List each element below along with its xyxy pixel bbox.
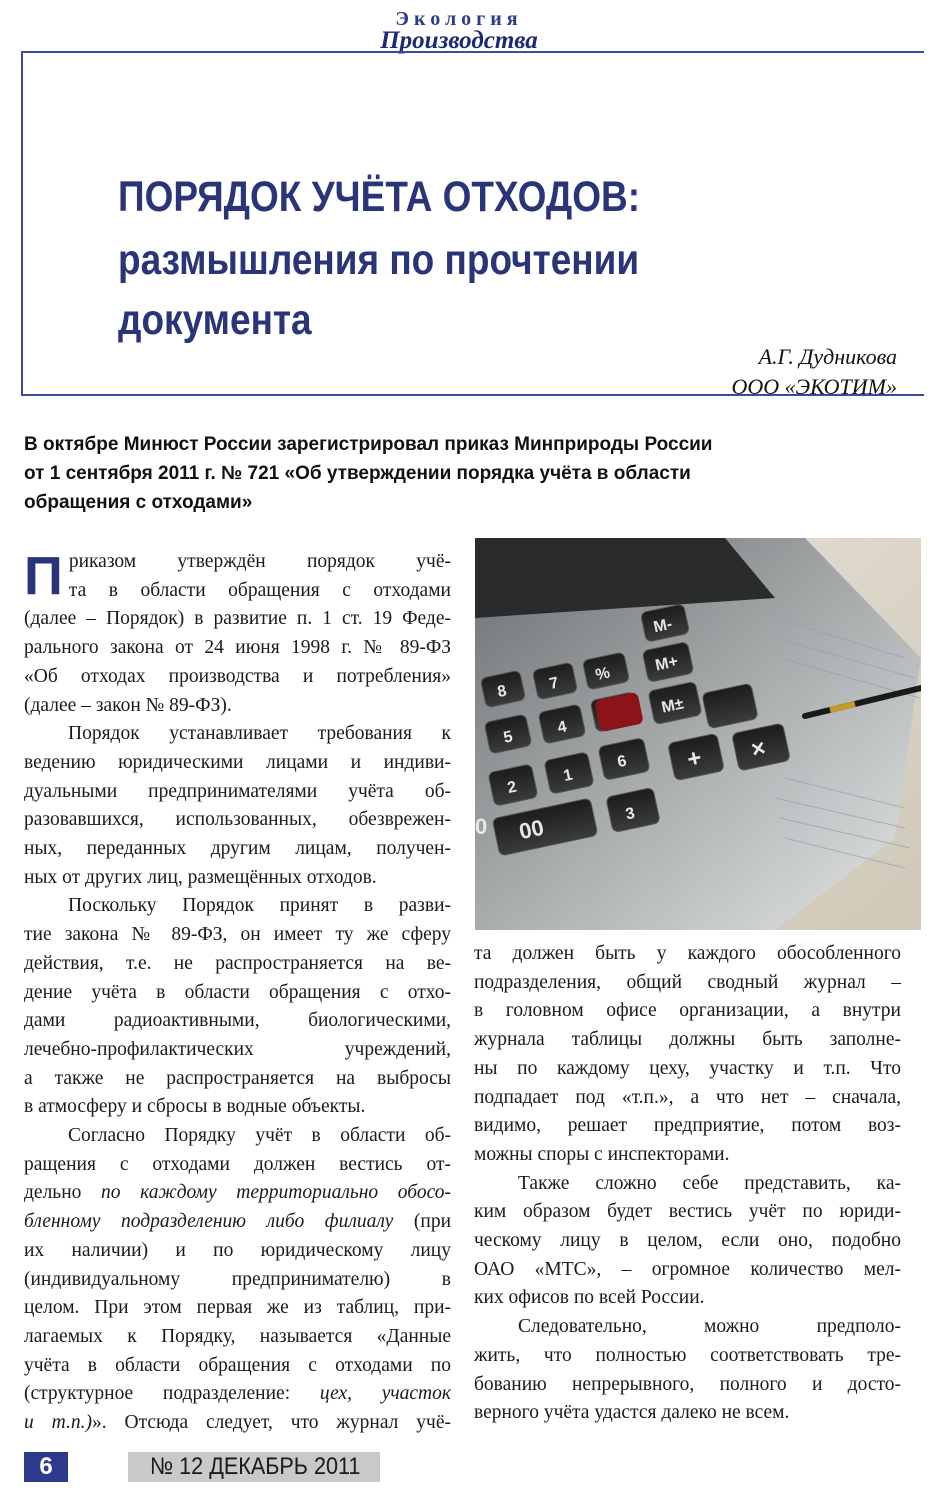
key-label: 4 <box>556 718 569 737</box>
text-line: ных, переданных другим лицам, получен- <box>24 838 451 860</box>
key-label: M+ <box>653 653 680 675</box>
text-line: ОАО «МТС», – огромное количество мел- <box>474 1258 901 1280</box>
right-text-column <box>474 940 901 1428</box>
page-number: 6 <box>24 1452 68 1482</box>
text-fragment: (при <box>413 1211 452 1233</box>
drop-cap: П <box>24 546 63 606</box>
lead-paragraph <box>24 430 924 517</box>
text-line: дуальными предпринимателями учёта об- <box>24 780 451 802</box>
text-line: действия, т.е. не распространяется на ве- <box>24 952 451 974</box>
text-line: та должен быть у каждого обособленного <box>474 943 901 964</box>
text-line: ведению юридическими лицами и индиви- <box>24 751 451 773</box>
lead-line: В октябре Минюст России зарегистрировал приказ Минприроды России <box>24 434 713 455</box>
issue-label: № 12 ДЕКАБРЬ 2011 <box>150 1453 361 1480</box>
text-line: ных от других лиц, размещённых отходов. <box>24 866 377 888</box>
text-line: та в области обращения с отходами <box>68 579 451 601</box>
text-line <box>24 1409 451 1438</box>
text-line: подпадает под «т.п.», а что нет – сначала, <box>474 1086 901 1108</box>
text-line: разовавшихся, использованных, обезврежен- <box>24 809 451 831</box>
calculator-photo <box>475 538 921 930</box>
text-line: Поскольку Порядок принят в разви- <box>68 895 451 917</box>
italic-fragment: бленному подразделению либо филиалу <box>24 1211 394 1233</box>
text-line: ны по каждому цеху, участку и т.п. Что <box>474 1057 901 1079</box>
logo-top-text: Экология <box>395 8 523 30</box>
article-subtitle <box>118 230 639 350</box>
logo-bottom-text: Производства <box>380 27 538 54</box>
text-fragment: ». Отсюда следует, что журнал учё- <box>91 1412 451 1434</box>
key-label: 00 <box>516 814 547 845</box>
text-line: в головном офисе организации, а внутри <box>474 1000 901 1022</box>
text-line <box>24 1179 451 1208</box>
text-line: риказом утверждён порядок учё- <box>68 551 451 572</box>
text-line: рального закона от 24 июня 1998 г. № 89-ФЗ <box>24 637 451 659</box>
key-label: 6 <box>615 752 629 772</box>
key-label: 7 <box>547 674 561 694</box>
text-line: целом. При этом первая же из таблиц, при- <box>24 1297 451 1319</box>
key-label: 2 <box>505 778 519 798</box>
key-label: 0 <box>475 814 488 839</box>
text-line: ким образом будет вестись учёт по юриди- <box>474 1201 901 1223</box>
article-title: ПОРЯДОК УЧЁТА ОТХОДОВ: <box>118 173 641 221</box>
text-line: их наличии) и по юридическому лицу <box>24 1239 451 1261</box>
key-label: 8 <box>495 682 509 702</box>
text-line <box>24 1380 451 1409</box>
key-label: 1 <box>561 766 575 786</box>
key-label: % <box>593 664 612 685</box>
text-line: ращения с отходами должен вестись от- <box>24 1153 451 1175</box>
left-text-column <box>24 548 451 1438</box>
text-line: (далее – закон № 89-ФЗ). <box>24 694 232 716</box>
text-line: в атмосферу и сбросы в водные объекты. <box>24 1096 366 1118</box>
lead-line: от 1 сентября 2011 г. № 721 «Об утверждении порядка учёта в области <box>24 463 691 484</box>
text-line: видимо, решает предприятие, потом воз- <box>474 1115 901 1137</box>
text-line: лагаемых к Порядку, называется «Данные <box>24 1325 451 1347</box>
key-label: × <box>748 734 769 764</box>
italic-fragment: по каждому территориально обосо- <box>101 1182 452 1204</box>
calculator-illustration <box>475 538 921 930</box>
key-label: M± <box>660 695 686 717</box>
text-line: верного учёта удастся далеко не всем. <box>474 1402 790 1424</box>
text-fragment: дельно <box>24 1182 82 1204</box>
author-block <box>732 342 897 402</box>
text-line: журнала таблицы должны быть заполне- <box>474 1029 901 1051</box>
italic-fragment: и т.п.) <box>24 1412 92 1434</box>
text-line: можны споры с инспекторами. <box>474 1143 730 1165</box>
text-line: Порядок устанавливает требования к <box>68 723 451 745</box>
key-label: + <box>684 744 705 774</box>
lead-line: обращения с отходами» <box>24 492 253 513</box>
text-line: а также не распространяется на выбросы <box>24 1067 451 1089</box>
italic-fragment: цех, участок <box>319 1383 452 1405</box>
text-line: (индивидуальному предпринимателю) в <box>24 1268 451 1290</box>
text-line: тие закона № 89-ФЗ, он имеет ту же сферу <box>24 924 451 946</box>
text-fragment: (структурное подразделение: <box>24 1383 291 1405</box>
text-line: лечебно-профилактических учреждений, <box>24 1038 451 1060</box>
text-line: бованию непрерывного, полного и досто- <box>474 1373 901 1395</box>
text-line: Согласно Порядку учёт в области об- <box>68 1125 451 1147</box>
text-line: «Об отходах производства и потребления» <box>24 665 451 687</box>
text-line: ческому лицу в целом, если оно, подобно <box>474 1230 901 1252</box>
author-organization: ООО «ЭКОТИМ» <box>731 374 897 399</box>
text-line: дами радиоактивными, биологическими, <box>24 1010 451 1032</box>
text-line: (далее – Порядок) в развитие п. 1 ст. 19 Феде- <box>24 608 451 630</box>
author-name: А.Г. Дудникова <box>758 344 897 369</box>
subtitle-line-1: размышления по прочтении <box>118 236 640 284</box>
subtitle-line-2: документа <box>118 296 312 344</box>
text-line: подразделения, общий сводный журнал – <box>474 971 901 993</box>
text-line: ких офисов по всей России. <box>474 1287 705 1309</box>
text-line: жить, что полностью соответствовать тре- <box>474 1344 901 1366</box>
key-label: 3 <box>624 804 637 824</box>
text-line: дение учёта в области обращения с отхо- <box>24 981 451 1003</box>
text-line <box>24 1208 451 1237</box>
text-line: Следовательно, можно предполо- <box>518 1316 901 1338</box>
key-label: 5 <box>502 728 515 747</box>
text-line: учёта в области обращения с отходами по <box>24 1354 451 1376</box>
magazine-logo <box>352 8 566 54</box>
text-line: Также сложно себе представить, ка- <box>518 1172 901 1194</box>
key-label: M- <box>652 615 674 637</box>
